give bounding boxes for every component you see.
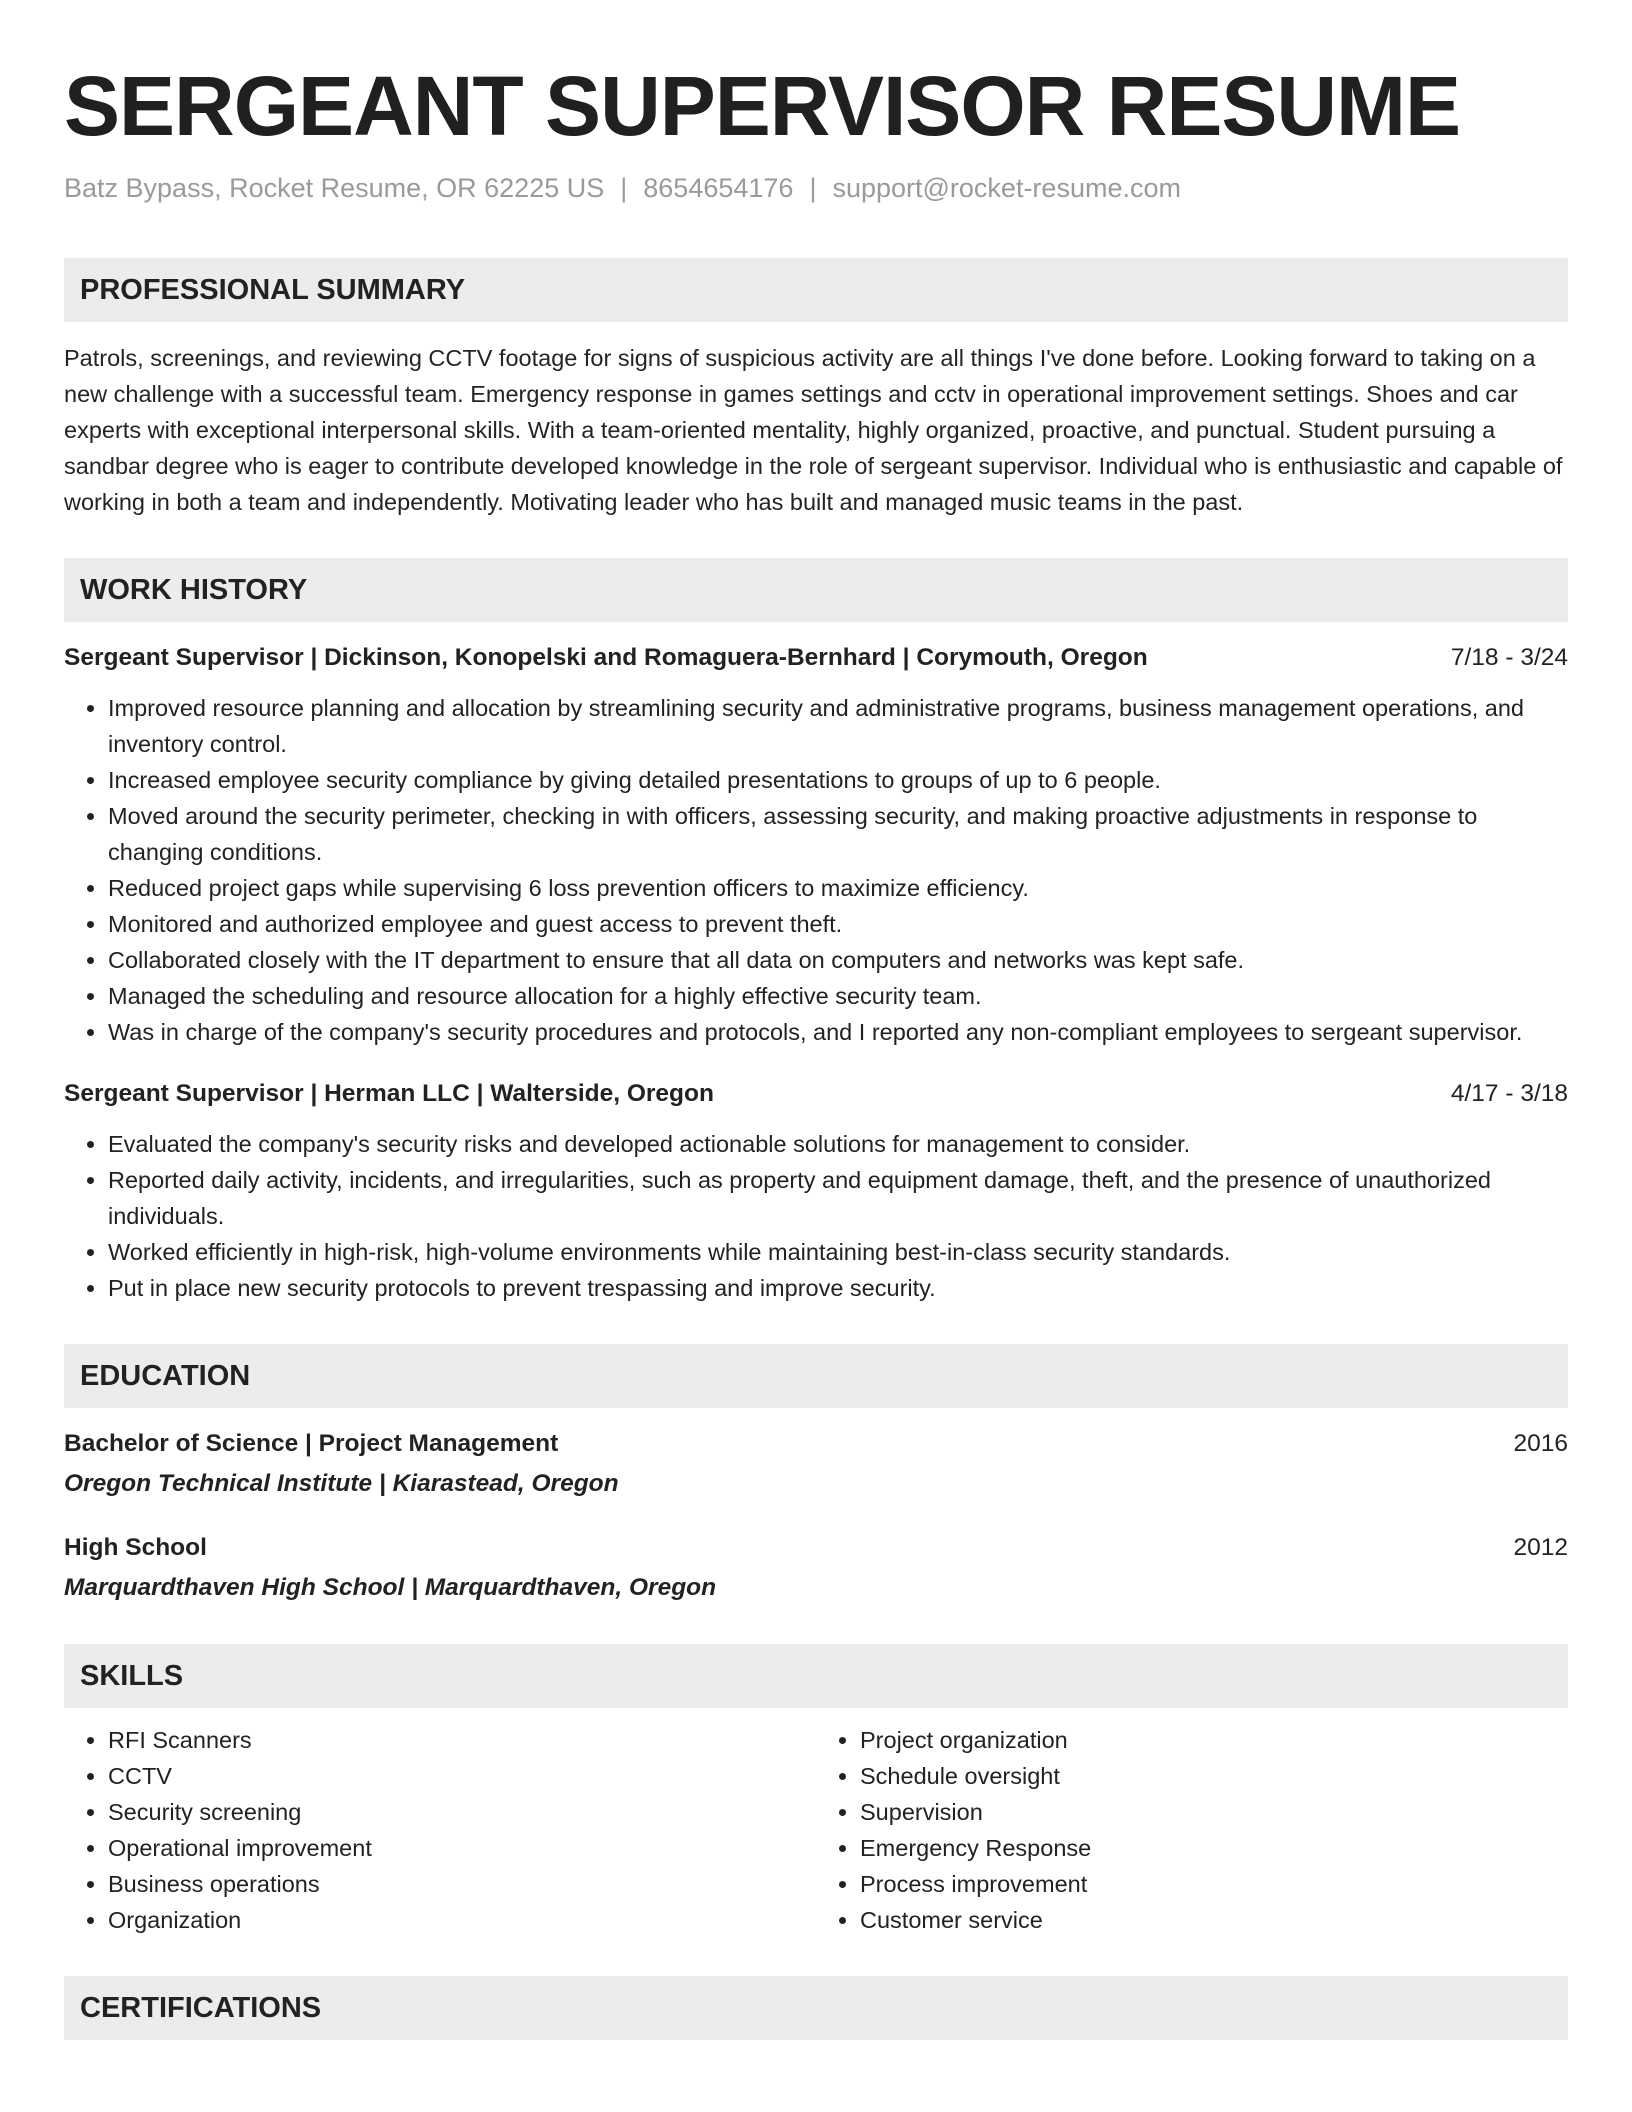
contact-address: Batz Bypass, Rocket Resume, OR 62225 US: [64, 173, 605, 203]
job-bullets: [64, 1126, 1568, 1306]
job-header: [64, 1076, 1568, 1112]
job-bullet: • Reported daily activity, incidents, and irregularities, such as property and equipment damage, theft, and the presence of unauthorized individuals.: [108, 1162, 1568, 1234]
skills-column-left: [64, 1722, 816, 1938]
job-bullet: • Was in charge of the company's security procedures and protocols, and I reported any non-compliant employees to sergeant supervisor.: [108, 1014, 1568, 1050]
education-school: Marquardthaven High School | Marquardthaven, Oregon: [64, 1574, 717, 1601]
skill-item: • Business operations: [108, 1866, 816, 1902]
skill-item: • Project organization: [860, 1722, 1568, 1758]
resume-title: SERGEANT SUPERVISOR RESUME: [64, 59, 1461, 153]
job-entry: [64, 1076, 1568, 1306]
skill-item: • Customer service: [860, 1902, 1568, 1938]
section-heading-certifications: CERTIFICATIONS: [64, 1976, 1568, 2040]
skill-item: • Supervision: [860, 1794, 1568, 1830]
section-heading-skills: SKILLS: [64, 1644, 1568, 1708]
education-header: [64, 1530, 1568, 1566]
contact-separator: |: [620, 173, 628, 203]
section-heading-education: EDUCATION: [64, 1344, 1568, 1408]
contact-line: [64, 170, 1568, 206]
education-degree: High School: [64, 1534, 207, 1561]
contact-email: support@rocket-resume.com: [832, 173, 1181, 203]
job-entry: [64, 640, 1568, 1050]
skill-item: • Emergency Response: [860, 1830, 1568, 1866]
skill-item: • Organization: [108, 1902, 816, 1938]
job-bullet: • Evaluated the company's security risks and developed actionable solutions for management to consider.: [108, 1126, 1568, 1162]
job-bullet: • Collaborated closely with the IT department to ensure that all data on computers and networks was kept safe.: [108, 942, 1568, 978]
skill-item: • CCTV: [108, 1758, 816, 1794]
summary-text: Patrols, screenings, and reviewing CCTV footage for signs of suspicious activity are all things I've done before. Looking forward to taking on a new challenge with a successful team. Emergency response in games settings and cctv in operational improvement settings. Shoes and car experts with exceptional interpersonal skills. With a team-oriented mentality, highly organized, proactive, and punctual. Student pursuing a sandbar degree who is eager to contribute developed knowledge in the role of sergeant supervisor. Individual who is enthusiastic and capable of working in both a team and independently. Motivating leader who has built and managed music teams in the past.: [64, 345, 1563, 515]
job-bullet: • Reduced project gaps while supervising 6 loss prevention officers to maximize efficiency.: [108, 870, 1568, 906]
education-entry: [64, 1530, 1568, 1606]
education-year: 2016: [1513, 1430, 1568, 1457]
skill-item: • Schedule oversight: [860, 1758, 1568, 1794]
education-degree: Bachelor of Science | Project Management: [64, 1430, 559, 1457]
skill-item: • Security screening: [108, 1794, 816, 1830]
job-title: Sergeant Supervisor | Herman LLC | Walterside, Oregon: [64, 1080, 714, 1107]
resume-page: [64, 56, 1568, 2040]
education-year: 2012: [1513, 1534, 1568, 1561]
job-bullet: • Managed the scheduling and resource allocation for a highly effective security team.: [108, 978, 1568, 1014]
job-dates: 7/18 - 3/24: [1450, 644, 1568, 671]
job-bullet: • Put in place new security protocols to prevent trespassing and improve security.: [108, 1270, 1568, 1306]
skills-column-right: [816, 1722, 1568, 1938]
contact-separator: |: [809, 173, 817, 203]
job-bullet: • Increased employee security compliance by giving detailed presentations to groups of up to 6 people.: [108, 762, 1568, 798]
job-dates: 4/17 - 3/18: [1450, 1080, 1568, 1107]
job-bullet: • Worked efficiently in high-risk, high-volume environments while maintaining best-in-class security standards.: [108, 1234, 1568, 1270]
section-heading-summary: PROFESSIONAL SUMMARY: [64, 258, 1568, 322]
skill-item: • Process improvement: [860, 1866, 1568, 1902]
skills-list: [64, 1722, 1568, 1938]
job-bullet: • Improved resource planning and allocation by streamlining security and administrative programs, business management operations, and inventory control.: [108, 690, 1568, 762]
job-bullet: • Monitored and authorized employee and guest access to prevent theft.: [108, 906, 1568, 942]
contact-phone: 8654654176: [643, 173, 794, 203]
education-school: Oregon Technical Institute | Kiarastead, Oregon: [64, 1470, 619, 1497]
job-title: Sergeant Supervisor | Dickinson, Konopelski and Romaguera-Bernhard | Corymouth, Oregon: [64, 644, 1148, 671]
job-bullets: [64, 690, 1568, 1050]
job-header: [64, 640, 1568, 676]
skill-item: • Operational improvement: [108, 1830, 816, 1866]
skill-item: • RFI Scanners: [108, 1722, 816, 1758]
section-heading-work-history: WORK HISTORY: [64, 558, 1568, 622]
job-bullet: • Moved around the security perimeter, checking in with officers, assessing security, and making proactive adjustments in response to changing conditions.: [108, 798, 1568, 870]
education-header: [64, 1426, 1568, 1462]
education-entry: [64, 1426, 1568, 1502]
